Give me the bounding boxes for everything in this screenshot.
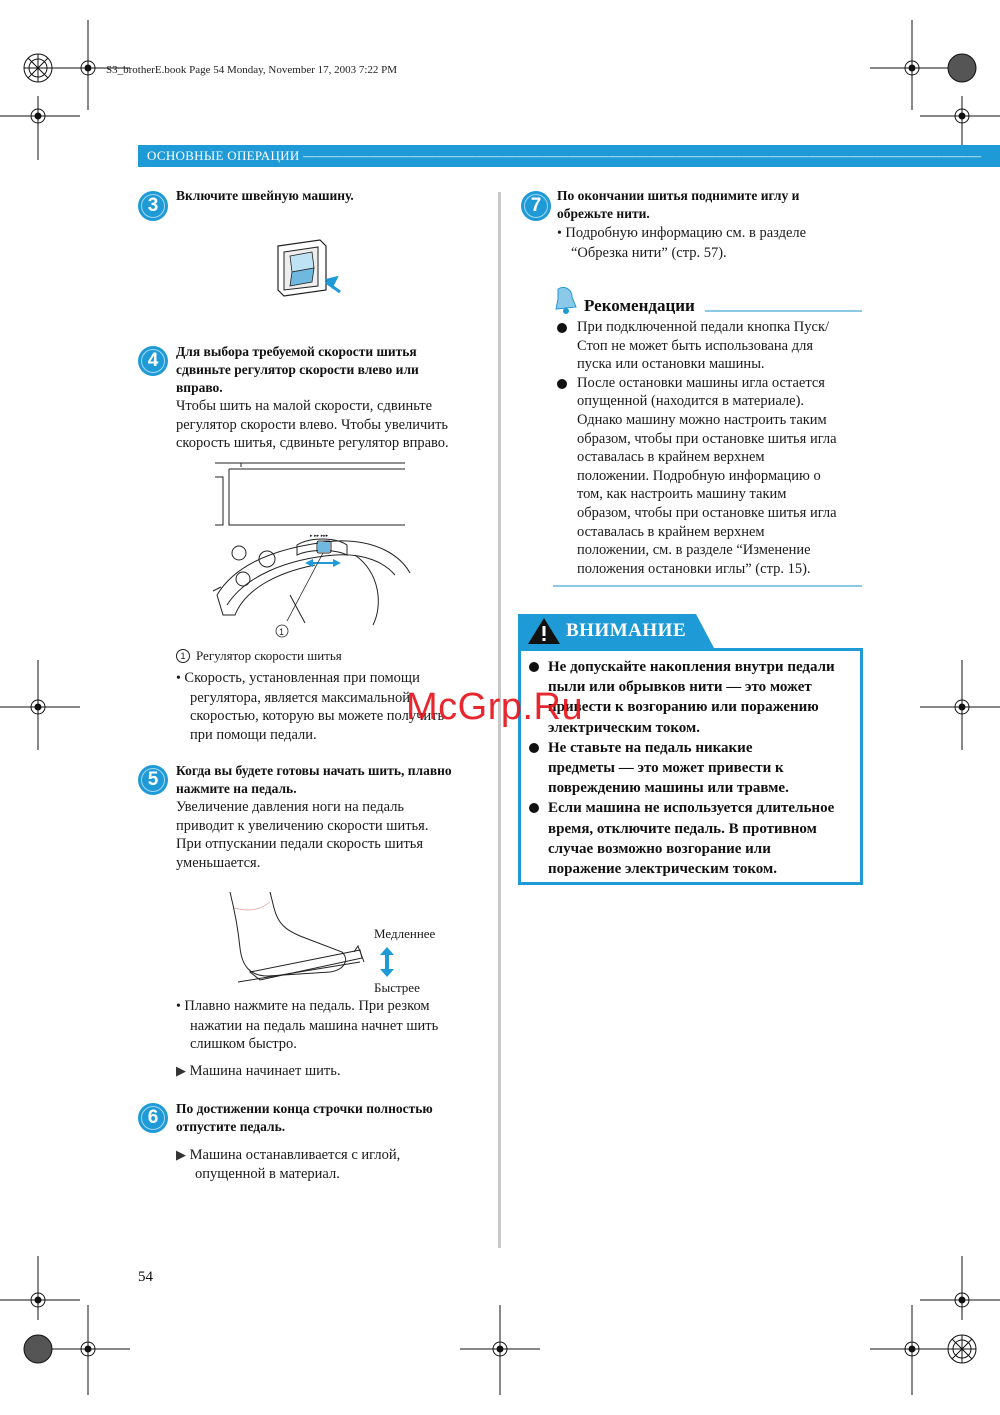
faster-label: Быстрее [374, 980, 420, 995]
step-7-title: По окончании шитья поднимите иглу и обрежьте нити. [557, 188, 800, 221]
step-5-title: Когда вы будете готовы начать шить, плавно нажмите на педаль. [176, 763, 452, 796]
watermark: McGrp.Ru [406, 686, 584, 728]
file-header: S3_brotherE.book Page 54 Monday, November 17, 2003 7:22 PM [106, 64, 398, 76]
caution-title: ВНИМАНИЕ [566, 620, 687, 641]
step-6-number: 6 [138, 1103, 168, 1133]
tips-title: Рекомендации [584, 296, 695, 315]
bullet-icon [529, 803, 539, 813]
slower-label: Медленнее [374, 926, 436, 941]
speed-arrow-icon [378, 946, 396, 978]
tip-item: После остановки машины игла остается опущенной (находится в материале). Однако машину можно настроить таким образом, чтобы при остановке шитья игла оставалась в крайнем верхнем положении. Подробную информацию о том, как настроить машину таким образом, чтобы при остановке шитья игла оставалась в крайнем верхнем положении, см. в разделе “Изменение положения остановки иглы” (стр. 15). [557, 374, 867, 579]
step-5-body: Увеличение давления ноги на педаль приводит к увеличению скорости шитья. При отпускании педали скорость шитья уменьшается. [176, 799, 429, 871]
bullet-icon [529, 743, 539, 753]
svg-text:▸ ▸▸ ▸▸▸: ▸ ▸▸ ▸▸▸ [310, 533, 329, 539]
step-7-note: • Подробную информацию см. в разделе “Обрезка нити” (стр. 57). [557, 225, 807, 261]
step-5-number: 5 [138, 765, 168, 795]
step-7-number: 7 [521, 191, 551, 221]
step-4-title: Для выбора требуемой скорости шитья сдвиньте регулятор скорости влево или вправо. [176, 344, 419, 395]
step-5-result: ▶ Машина начинает шить. [176, 1063, 341, 1079]
step-6-title: По достижении конца строчки полностью отпустите педаль. [176, 1101, 433, 1134]
step-5-note: • Плавно нажмите на педаль. При резком нажатии на педаль машина начнет шить слишком быстро. [176, 998, 439, 1053]
section-title-bar: ОСНОВНЫЕ ОПЕРАЦИИ ——————————————————————————————————————————————————— [138, 145, 1000, 167]
caution-item: Если машина не используется длительное время, отключите педаль. В противном случае возможно возгорание или поражение электрическим током. [529, 798, 859, 879]
tips-bottom-line [553, 585, 862, 587]
bullet-icon [529, 662, 539, 672]
result-arrow-icon: ▶ [176, 1063, 186, 1078]
foot-pedal-illustration [220, 888, 370, 988]
caution-item: Не допускайте накопления внутри педали пыли или обрывков нити — это может привести к возгоранию или поражению электрическим током. [529, 657, 859, 738]
tips-title-underline [705, 310, 862, 312]
step-4-note: • Скорость, установленная при помощи регулятора, является максимальной скоростью, которую вы можете получить при помощи педали. [176, 670, 445, 743]
figure-callout-label: 1 [279, 627, 285, 637]
step-3-title: Включите швейную машину. [176, 188, 354, 203]
step-4-figure-caption: 1 Регулятор скорости шитья [176, 648, 342, 664]
power-switch-illustration [270, 238, 360, 304]
bullet-icon [557, 379, 567, 389]
step-3-number: 3 [138, 191, 168, 221]
step-6-result: ▶ Машина останавливается с иглой, опущенной в материал. [176, 1147, 401, 1182]
step-4-body: Чтобы шить на малой скорости, сдвиньте регулятор скорости влево. Чтобы увеличить скорость шитья, сдвиньте регулятор вправо. [176, 398, 449, 452]
bell-icon [550, 285, 580, 315]
speed-slider-illustration [205, 455, 415, 645]
result-arrow-icon: ▶ [176, 1147, 186, 1162]
tips-list [557, 318, 867, 578]
tip-item: При подключенной педали кнопка Пуск/ Стоп не может быть использована для пуска или остановки машины. [557, 318, 867, 374]
caution-item: Не ставьте на педаль никакие предметы — это может привести к повреждению машины или травме. [529, 738, 859, 799]
step-4-number: 4 [138, 346, 168, 376]
page-number: 54 [138, 1269, 153, 1285]
bullet-icon [557, 323, 567, 333]
